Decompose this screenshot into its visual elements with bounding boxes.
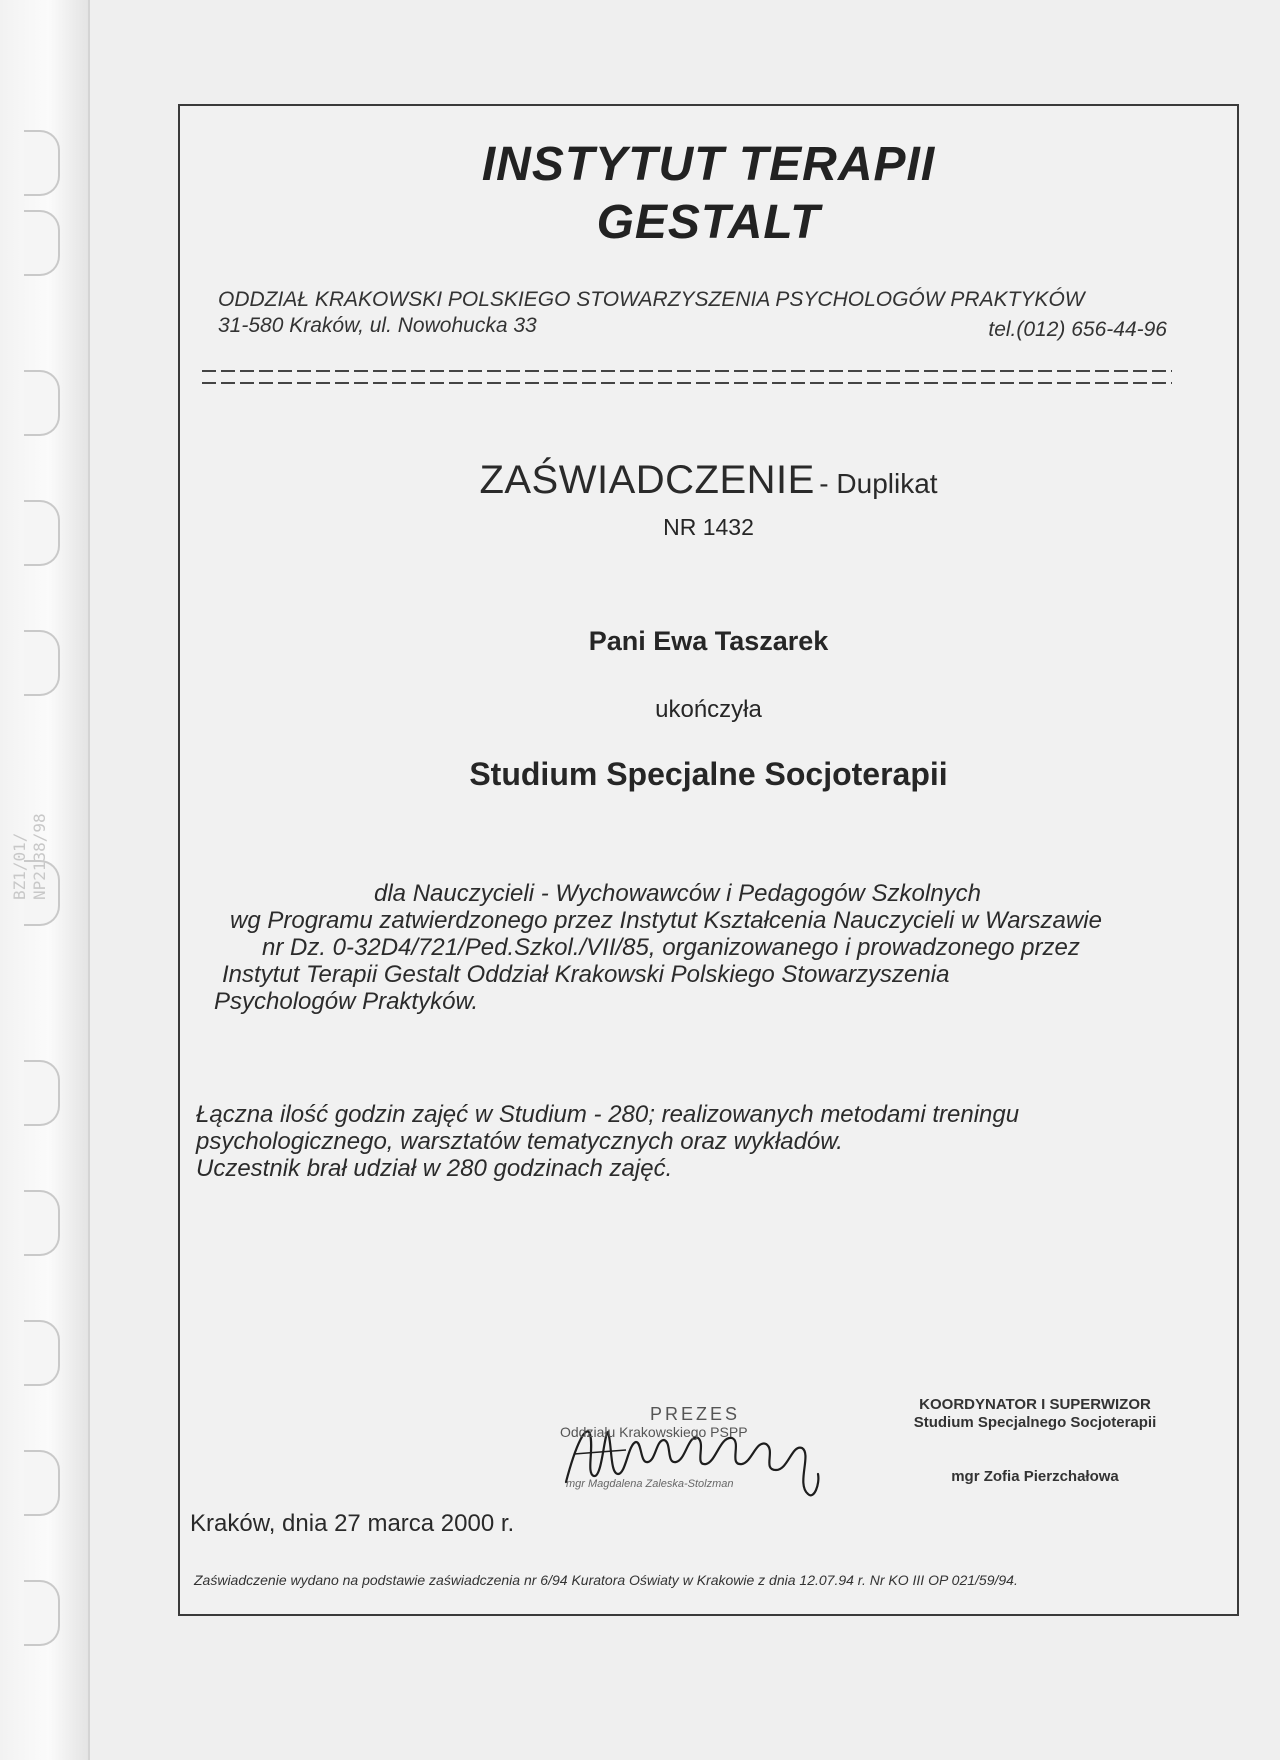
- institute-phone: tel.(012) 656-44-96: [988, 318, 1167, 341]
- completed-label: ukończyła: [655, 696, 762, 723]
- hours-description: [196, 1101, 1019, 1182]
- description-line: Instytut Terapii Gestalt Oddział Krakowski Polskiego Stowarzyszenia: [222, 961, 950, 988]
- punch-hole: [24, 1450, 60, 1516]
- document-title-suffix: - Duplikat: [819, 468, 938, 499]
- description-line: dla Nauczycieli - Wychowawców i Pedagogów Szkolnych: [374, 880, 981, 907]
- punch-hole: [24, 1190, 60, 1256]
- punch-hole: [24, 1060, 60, 1126]
- coordinator-block: [870, 1396, 1200, 1432]
- course-name: Studium Specjalne Socjoterapii: [469, 756, 948, 792]
- prezes-branch: Oddziału Krakowskiego PSPP: [560, 1424, 748, 1440]
- institute-title: [180, 136, 1237, 252]
- place-and-date: Kraków, dnia 27 marca 2000 r.: [190, 1510, 515, 1537]
- plastic-sleeve: [0, 0, 90, 1760]
- coordinator-course: Studium Specjalnego Socjoterapii: [913, 1414, 1157, 1431]
- sleeve-stamp: [10, 813, 50, 900]
- description-line: nr Dz. 0-32D4/721/Ped.Szkol./VII/85, organizowanego i prowadzonego przez: [262, 934, 1080, 961]
- description-line: Psychologów Praktyków.: [214, 988, 479, 1015]
- description-line: wg Programu zatwierdzonego przez Instytut Kształcenia Nauczycieli w Warszawie: [230, 907, 1102, 934]
- document-number: NR 1432: [663, 514, 754, 540]
- prezes-name: mgr Magdalena Zaleska-Stolzman: [566, 1478, 734, 1490]
- document-title-main: ZAŚWIADCZENIE: [479, 458, 815, 502]
- institute-address: 31-580 Kraków, ul. Nowohucka 33: [218, 314, 537, 337]
- punch-hole: [24, 370, 60, 436]
- institute-title-line2: GESTALT: [596, 196, 821, 249]
- punch-hole: [24, 210, 60, 276]
- footnote: Zaświadczenie wydano na podstawie zaświadczenia nr 6/94 Kuratora Oświaty w Krakowie z dnia 12.07.94 r. Nr KO III OP 021/59/94.: [194, 1572, 1018, 1588]
- sleeve-stamp-line: BZ1/01/: [10, 832, 29, 900]
- sleeve-stamp-line: NP2138/98: [30, 813, 49, 900]
- course-description: [198, 880, 1102, 1015]
- separator-dashes: [202, 370, 1172, 384]
- coordinator-name: mgr Zofia Pierzchałowa: [951, 1468, 1119, 1485]
- institute-title-line1: INSTYTUT TERAPII: [481, 138, 936, 191]
- coordinator-title: KOORDYNATOR I SUPERWIZOR: [919, 1396, 1151, 1413]
- punch-hole: [24, 130, 60, 196]
- certificate-frame: [178, 104, 1239, 1616]
- prezes-title: PREZES: [650, 1404, 741, 1424]
- recipient-name: Pani Ewa Taszarek: [588, 626, 829, 656]
- punch-hole: [24, 1320, 60, 1386]
- hours-line: Łączna ilość godzin zajęć w Studium - 280; realizowanych metodami treningu: [196, 1101, 1020, 1128]
- punch-hole: [24, 1580, 60, 1646]
- punch-hole: [24, 500, 60, 566]
- hours-line: Uczestnik brał udział w 280 godzinach zajęć.: [196, 1155, 673, 1182]
- hours-line: psychologicznego, warsztatów tematycznych oraz wykładów.: [196, 1128, 843, 1155]
- punch-hole: [24, 630, 60, 696]
- document-title: [180, 458, 1237, 503]
- institute-branch: ODDZIAŁ KRAKOWSKI POLSKIEGO STOWARZYSZENIA PSYCHOLOGÓW PRAKTYKÓW: [218, 288, 1085, 311]
